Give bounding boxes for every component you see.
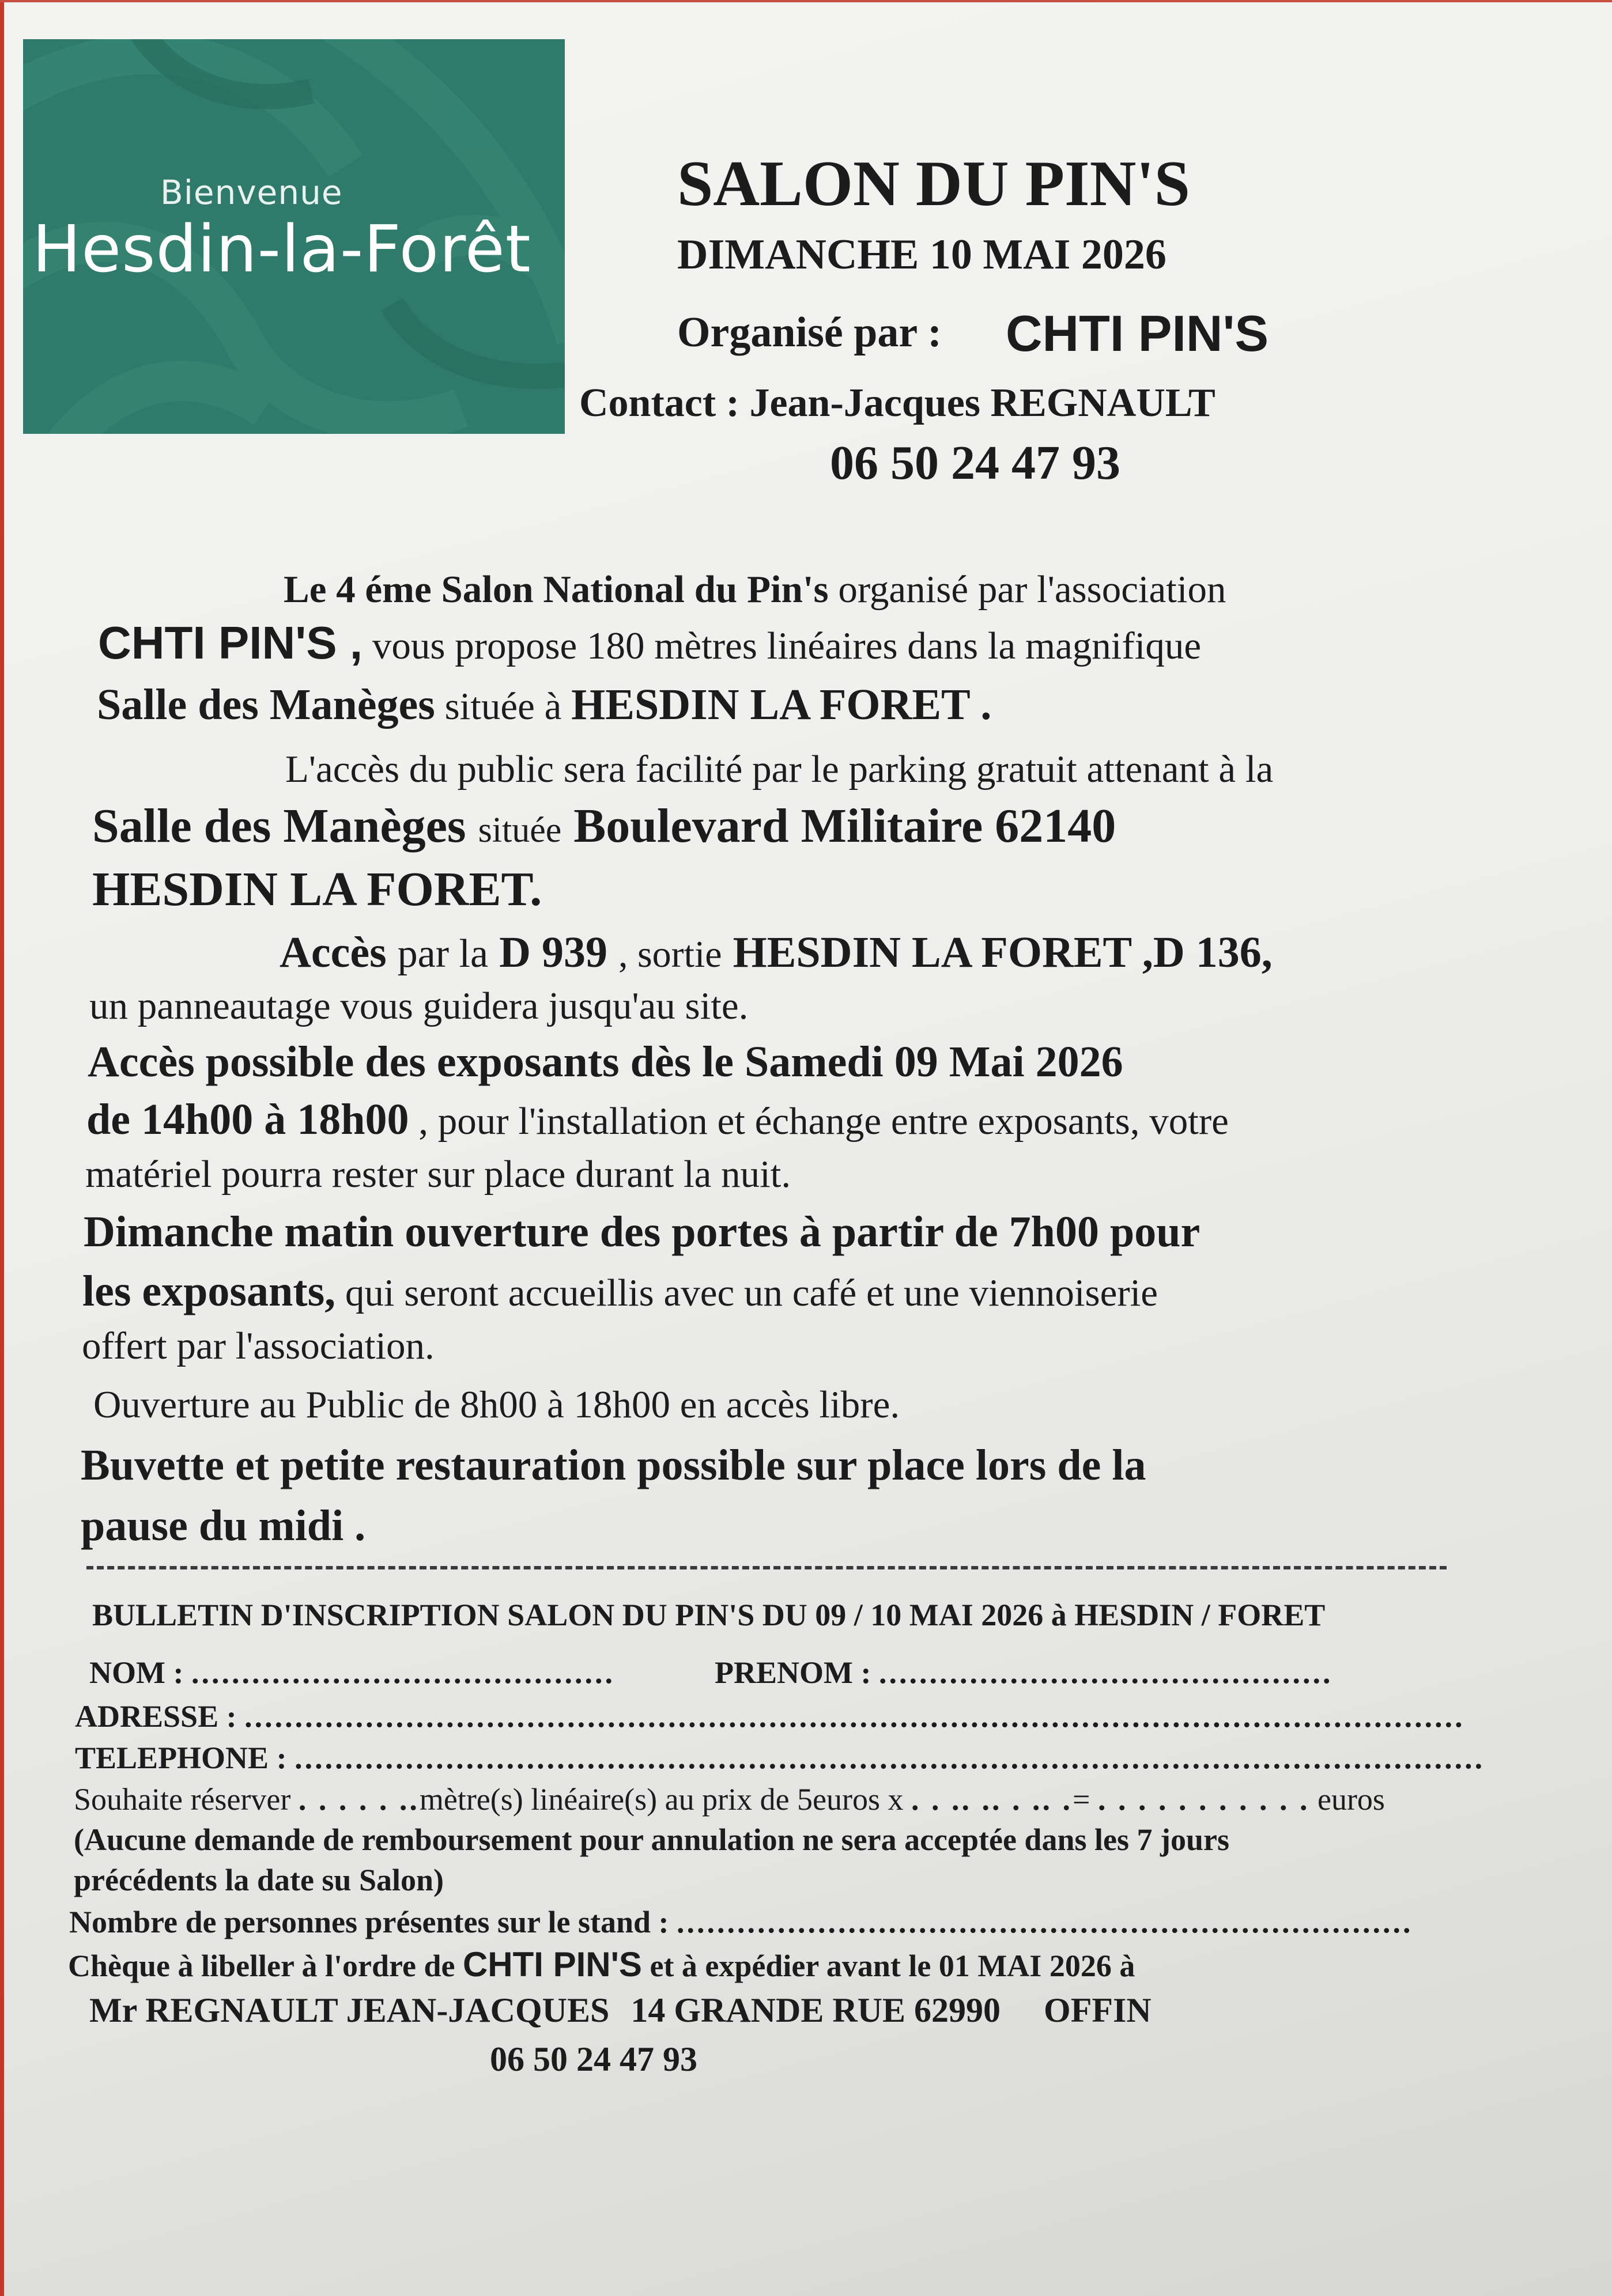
contact-name: Contact : Jean-Jacques REGNAULT bbox=[579, 381, 1215, 425]
paragraph-4-line-2 bbox=[86, 1095, 1229, 1145]
equals-sign: = bbox=[1073, 1782, 1090, 1817]
refreshments-line-2: pause du midi . bbox=[81, 1501, 366, 1550]
overnight-text: matériel pourra rester sur place durant la nuit. bbox=[85, 1153, 791, 1196]
access-word: Accès bbox=[280, 928, 387, 977]
organizer-name: CHTI PIN'S bbox=[1006, 305, 1269, 362]
association-name: CHTI PIN'S , bbox=[98, 617, 363, 668]
setup-text: , pour l'installation et échange entre exposants, votre bbox=[418, 1100, 1229, 1143]
prenom-field[interactable]: ............................................. bbox=[878, 1655, 1333, 1690]
refund-notice-line-2: précédents la date su Salon) bbox=[74, 1863, 444, 1897]
sunday-opening: Dimanche matin ouverture des portes à partir de 7h00 pour bbox=[84, 1208, 1200, 1256]
cheque-deadline: et à expédier avant le 01 MAI 2026 à bbox=[650, 1949, 1135, 1983]
cheque-payee: CHTI PIN'S bbox=[462, 1945, 642, 1984]
address-city: OFFIN bbox=[1044, 1991, 1152, 2029]
form-persons-row bbox=[69, 1904, 1413, 1940]
exhibitors-word: les exposants, bbox=[82, 1267, 336, 1315]
exit-text: , sortie bbox=[618, 933, 722, 975]
exhibitor-access: Accès possible des exposants dès le Samedi 09 Mai 2026 bbox=[88, 1038, 1123, 1086]
nom-label: NOM : bbox=[89, 1655, 184, 1690]
paragraph-3-line-1 bbox=[280, 928, 1273, 978]
signage-text: un panneautage vous guidera jusqu'au site. bbox=[89, 985, 749, 1027]
town-name: HESDIN LA FORET . bbox=[571, 680, 992, 729]
by-text: par la bbox=[397, 932, 489, 976]
venue-name: Salle des Manèges bbox=[97, 680, 435, 729]
address-name: Mr REGNAULT JEAN-JACQUES bbox=[89, 1991, 610, 2029]
cheque-line bbox=[68, 1945, 1135, 1984]
venue-name-2: Salle des Manèges bbox=[92, 799, 466, 853]
persons-label: Nombre de personnes présentes sur le stand : bbox=[69, 1905, 669, 1939]
paragraph-1-line-1 bbox=[284, 568, 1226, 612]
euros-label: euros bbox=[1317, 1782, 1385, 1817]
organized-by-text: organisé par l'association bbox=[838, 568, 1226, 611]
public-hours: Ouverture au Public de 8h00 à 18h00 en accès libre. bbox=[93, 1383, 900, 1426]
paragraph-1-line-3 bbox=[97, 680, 991, 730]
prenom-label: PRENOM : bbox=[715, 1655, 871, 1690]
form-prenom-row bbox=[715, 1655, 1332, 1690]
salon-edition: Le 4 éme Salon National du Pin's bbox=[284, 568, 829, 611]
venue-address: Boulevard Militaire 62140 bbox=[573, 799, 1116, 853]
welcome-text: qui seront accueillis avec un café et une viennoiserie bbox=[345, 1272, 1158, 1314]
offer-text: vous propose 180 mètres linéaires dans la magnifique bbox=[372, 625, 1202, 667]
refreshments-line-1: Buvette et petite restauration possible sur place lors de la bbox=[81, 1441, 1146, 1489]
mailing-address bbox=[89, 1991, 1152, 2030]
total-field[interactable]: . . . . . . . . . . . bbox=[1097, 1782, 1310, 1817]
public-access-text: L'accès du public sera facilité par le parking gratuit attenant à la bbox=[285, 748, 1274, 790]
setup-hours: de 14h00 à 18h00 bbox=[86, 1095, 409, 1144]
refund-notice-line-1: (Aucune demande de remboursement pour annulation ne sera acceptée dans les 7 jours bbox=[74, 1822, 1229, 1857]
form-nom-row bbox=[89, 1655, 615, 1690]
offered-text: offert par l'association. bbox=[82, 1325, 435, 1367]
town-logo bbox=[23, 39, 565, 434]
form-telephone-row bbox=[75, 1740, 1485, 1776]
red-edge bbox=[0, 0, 4, 2296]
contact-phone: 06 50 24 47 93 bbox=[830, 436, 1120, 490]
telephone-field[interactable]: ...................................................................................................................... bbox=[295, 1741, 1485, 1775]
flyer-title: SALON DU PIN'S bbox=[677, 148, 1190, 220]
located-text: située à bbox=[444, 685, 562, 728]
cheque-text: Chèque à libeller à l'ordre de bbox=[68, 1949, 455, 1983]
paragraph-2-line-2 bbox=[92, 798, 1116, 854]
reserve-label: Souhaite réserver bbox=[74, 1782, 291, 1817]
venue-town: HESDIN LA FORET. bbox=[92, 863, 542, 916]
form-title: BULLETIN D'INSCRIPTION SALON DU PIN'S DU 09 / 10 MAI 2026 à HESDIN / FORET bbox=[92, 1598, 1326, 1632]
logo-welcome: Bienvenue bbox=[160, 173, 343, 212]
exit-road: HESDIN LA FORET ,D 136, bbox=[733, 928, 1273, 977]
organizer-label: Organisé par : bbox=[677, 309, 942, 356]
persons-field[interactable]: ......................................................................... bbox=[677, 1905, 1413, 1939]
adresse-label: ADRESSE : bbox=[75, 1699, 237, 1734]
red-edge-top bbox=[0, 0, 1612, 2]
meters-field[interactable]: . . . . . .. bbox=[298, 1782, 420, 1817]
event-date: DIMANCHE 10 MAI 2026 bbox=[677, 231, 1166, 278]
cut-line-divider bbox=[86, 1566, 1447, 1569]
form-adresse-row bbox=[75, 1699, 1465, 1734]
form-phone: 06 50 24 47 93 bbox=[490, 2040, 697, 2078]
adresse-field[interactable]: ......................................................................................................................... bbox=[244, 1699, 1465, 1734]
address-street: 14 GRANDE RUE 62990 bbox=[631, 1991, 1001, 2029]
paragraph-1-line-2 bbox=[98, 616, 1201, 669]
quantity-field[interactable]: . . .. .. . .. . bbox=[911, 1782, 1073, 1817]
form-reserve-row bbox=[74, 1781, 1385, 1817]
nom-field[interactable]: .......................................... bbox=[191, 1655, 615, 1690]
telephone-label: TELEPHONE : bbox=[75, 1741, 287, 1775]
road-d939: D 939 bbox=[499, 928, 607, 977]
logo-town-name: Hesdin-la-Forêt bbox=[32, 212, 531, 287]
located-text-2: située bbox=[478, 811, 562, 850]
paragraph-5-line-2 bbox=[82, 1266, 1158, 1317]
reserve-price-text: mètre(s) linéaire(s) au prix de 5euros x bbox=[419, 1782, 904, 1817]
